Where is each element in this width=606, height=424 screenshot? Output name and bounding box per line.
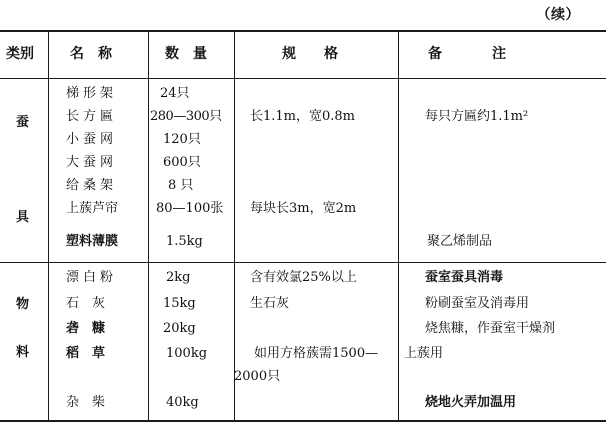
item-quantity: 1.5kg [166, 234, 203, 249]
header-quantity: 数 量 [165, 46, 207, 62]
item-name: 长方匾 [66, 109, 118, 124]
column-divider [398, 31, 399, 420]
item-quantity: 280—300只 [150, 109, 222, 124]
item-name: 稻 草 [66, 346, 106, 361]
item-name: 上蔟芦帘 [66, 201, 119, 216]
item-quantity: 8 只 [168, 178, 194, 193]
category-char: 蚕 [16, 115, 30, 130]
item-quantity: 40kg [166, 395, 199, 410]
item-name: 大蚕网 [66, 155, 118, 170]
item-spec: 每块长3m，宽2m [250, 201, 357, 216]
item-quantity: 120只 [163, 132, 201, 147]
category-char: 料 [16, 345, 30, 360]
item-note: 烧地火弄加温用 [425, 395, 517, 410]
item-name: 塑料薄膜 [66, 234, 119, 249]
item-quantity: 100kg [166, 346, 208, 361]
item-quantity: 15kg [163, 296, 196, 311]
item-note: 聚乙烯制品 [427, 234, 493, 249]
item-quantity: 20kg [163, 321, 196, 336]
column-divider [234, 31, 235, 420]
item-name: 砻 糠 [66, 321, 106, 336]
item-quantity: 24只 [160, 86, 190, 101]
group-divider-rule [0, 262, 606, 263]
item-note: 粉刷蚕室及消毒用 [425, 296, 530, 311]
header-name: 名 称 [70, 46, 112, 62]
item-spec: 生石灰 [250, 296, 290, 311]
item-name: 给桑架 [66, 178, 118, 193]
item-spec: 如用方格蔟需1500— [254, 346, 379, 361]
item-spec-continued: 2000只 [234, 369, 281, 384]
column-divider [148, 31, 149, 420]
header-spec: 规 格 [282, 46, 338, 62]
item-note: 烧焦糠，作蚕室干燥剂 [425, 321, 556, 336]
header-category: 类别 [6, 46, 34, 62]
item-name: 小蚕网 [66, 132, 118, 147]
item-quantity: 80—100张 [156, 201, 224, 216]
item-quantity: 600只 [163, 155, 201, 170]
item-name: 漂白粉 [66, 270, 118, 285]
item-name: 梯形架 [66, 86, 118, 101]
item-note: 蚕室蚕具消毒 [425, 270, 504, 285]
header-note: 备 注 [428, 46, 508, 62]
item-name: 石 灰 [66, 296, 106, 311]
item-name: 杂 柴 [66, 395, 106, 410]
item-spec: 含有效氯25%以上 [250, 270, 357, 285]
category-char: 具 [16, 210, 30, 225]
column-divider [48, 31, 49, 420]
item-spec: 长1.1m，宽0.8m [250, 109, 356, 124]
category-char: 物 [16, 297, 30, 312]
header-bottom-rule [0, 78, 606, 79]
item-note: 每只方匾约1.1m² [425, 109, 529, 124]
table-top-rule [0, 30, 606, 32]
continued-label: （续） [536, 7, 580, 23]
table-bottom-rule [0, 420, 606, 422]
item-quantity: 2kg [166, 270, 191, 285]
item-note: 上蔟用 [404, 346, 444, 361]
